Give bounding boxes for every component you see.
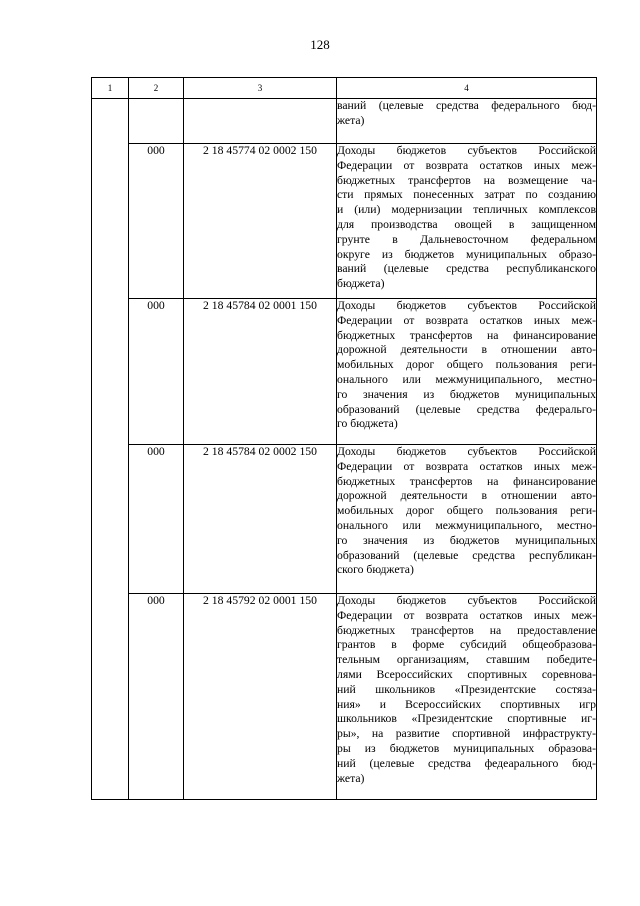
table-row (92, 299, 597, 445)
merged-cell-col1 (92, 99, 129, 800)
description-line: ний школьников «Президентские состяза- (337, 682, 596, 696)
description-line: ры из бюджетов муниципальных образова- (337, 741, 596, 755)
table-row (92, 99, 597, 144)
admin-code-cell: 000 (129, 594, 184, 800)
description-line: Доходы бюджетов субъектов Российской (337, 594, 596, 607)
description-line: Федерации от возврата остатков иных меж- (337, 313, 596, 327)
description-line: ского бюджета) (337, 563, 414, 577)
description-line: го значения из бюджетов муниципальных (337, 533, 596, 547)
kbk-code-cell (184, 99, 337, 144)
admin-code-cell: 000 (129, 144, 184, 299)
column-header-4: 4 (337, 78, 597, 99)
kbk-code-cell: 2 18 45784 02 0002 150 (184, 445, 337, 594)
description-line: Доходы бюджетов субъектов Российской (337, 445, 596, 458)
description-cell (337, 594, 597, 800)
description-line: тельным организациям, ставшим победите- (337, 653, 596, 667)
description-cell (337, 299, 597, 445)
description-line: жета) (337, 771, 365, 785)
column-header-2: 2 (129, 78, 184, 99)
description-cell (337, 445, 597, 594)
description-line: дорожной деятельности в отношении авто- (337, 343, 596, 357)
description-line: дорожной деятельности в отношении авто- (337, 489, 596, 503)
description-line: онального или межмуниципального, местно- (337, 372, 596, 386)
description-line: го значения из бюджетов муниципальных (337, 387, 596, 401)
description-line: ваний (целевые средства республиканского (337, 262, 596, 276)
description-line: округе из бюджетов муниципальных образо- (337, 247, 596, 261)
admin-code-cell (129, 99, 184, 144)
description-line: и (или) модернизации тепличных комплексов (337, 203, 596, 217)
table-row (92, 594, 597, 800)
description-line: Федерации от возврата остатков иных меж- (337, 158, 596, 172)
admin-code-cell: 000 (129, 445, 184, 594)
description-line: мобильных дорог общего пользования реги- (337, 358, 596, 372)
description-line: ваний (целевые средства федерального бюд- (337, 99, 596, 112)
description-line: мобильных дорог общего пользования реги- (337, 504, 596, 518)
description-line: Доходы бюджетов субъектов Российской (337, 299, 596, 312)
description-line: онального или межмуниципального, местно- (337, 518, 596, 532)
page-number: 128 (310, 37, 330, 52)
column-header-3: 3 (184, 78, 337, 99)
description-line: Федерации от возврата остатков иных меж- (337, 608, 596, 622)
description-line: бюджетных трансфертов на финансирование (337, 474, 596, 488)
table-header-row (92, 78, 597, 99)
description-line: го бюджета) (337, 417, 398, 431)
kbk-code-cell: 2 18 45774 02 0002 150 (184, 144, 337, 299)
description-line: Доходы бюджетов субъектов Российской (337, 144, 596, 157)
table-row (92, 144, 597, 299)
table-row (92, 445, 597, 594)
description-line: жета) (337, 113, 365, 127)
column-header-1: 1 (92, 78, 129, 99)
description-line: ры», на развитие спортивной инфраструкту- (337, 727, 596, 741)
budget-codes-table (91, 77, 597, 800)
description-line: образований (целевые средства федеральго- (337, 402, 596, 416)
description-line: бюджетных трансфертов на возмещение ча- (337, 173, 596, 187)
kbk-code-cell: 2 18 45792 02 0001 150 (184, 594, 337, 800)
kbk-code-cell: 2 18 45784 02 0001 150 (184, 299, 337, 445)
description-line: бюджета) (337, 277, 385, 291)
description-line: бюджетных трансфертов на финансирование (337, 328, 596, 342)
description-line: школьников «Президентские спортивные иг- (337, 712, 596, 726)
description-line: образований (целевые средства республикан- (337, 548, 596, 562)
description-line: грунте в Дальневосточном федеральном (337, 232, 596, 246)
description-line: лями Всероссийских спортивных соревнова- (337, 667, 596, 681)
description-line: сти прямых понесенных затрат по созданию (337, 188, 596, 202)
description-line: Федерации от возврата остатков иных меж- (337, 459, 596, 473)
description-line: ния» и Всероссийских спортивных игр (337, 697, 596, 711)
description-cell (337, 99, 597, 144)
description-line: бюджетных трансфертов на предоставление (337, 623, 596, 637)
description-line: ний (целевые средства федеарального бюд- (337, 756, 596, 770)
description-line: грантов в форме субсидий общеобразова- (337, 638, 596, 652)
admin-code-cell: 000 (129, 299, 184, 445)
description-line: для производства овощей в защищенном (337, 217, 596, 231)
description-cell (337, 144, 597, 299)
